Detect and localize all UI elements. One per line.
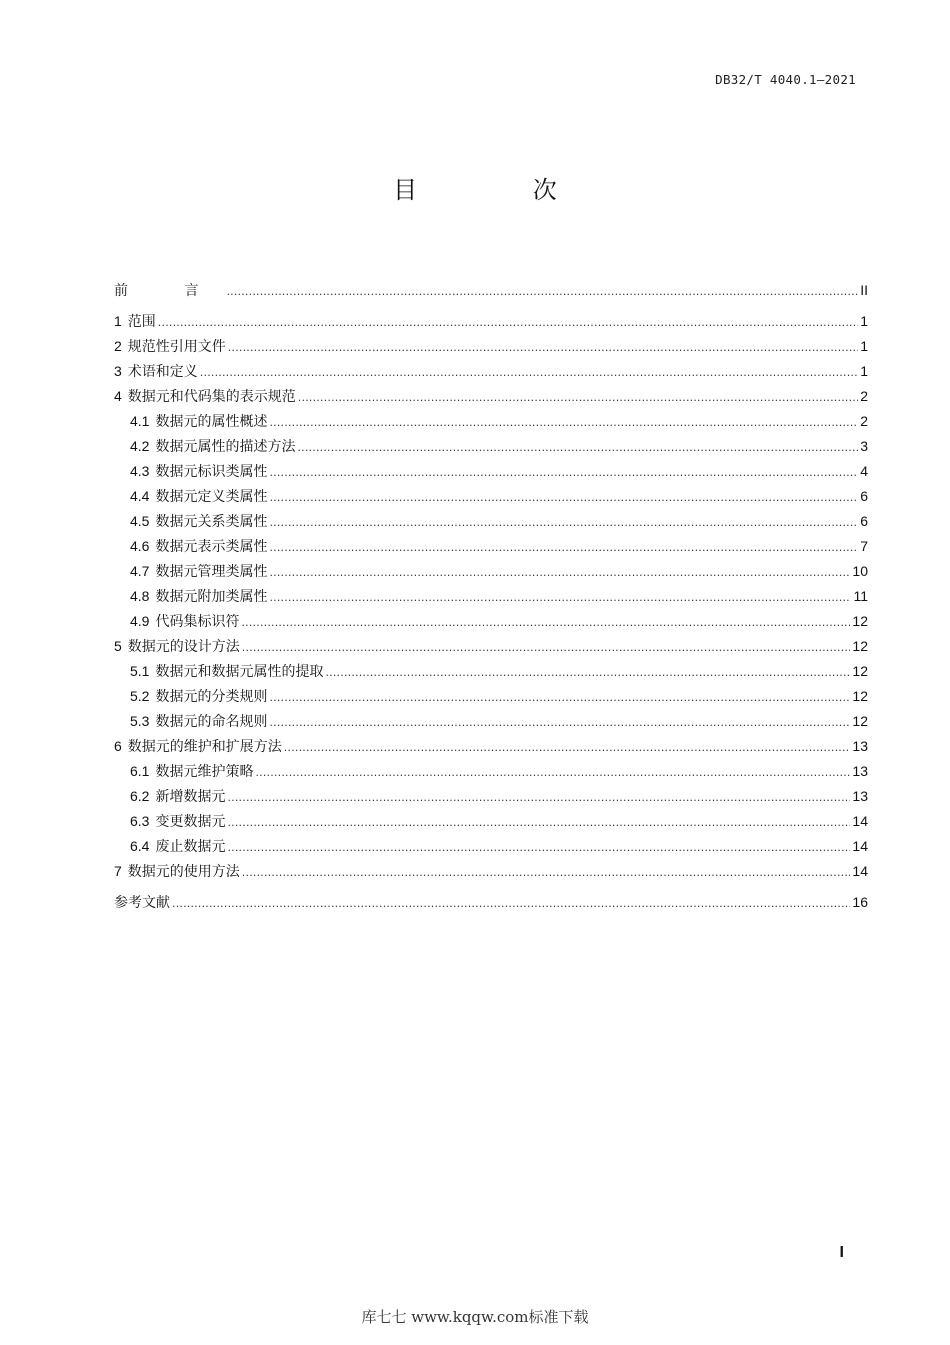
- toc-dot-leader: [227, 835, 850, 860]
- toc-dot-leader: [269, 485, 858, 510]
- toc-entry[interactable]: [114, 709, 868, 734]
- toc-entry-label: 数据元的属性概述: [155, 414, 268, 430]
- toc-entry-label: 数据元附加类属性: [155, 589, 268, 605]
- toc-entry-number: 4.9: [130, 613, 150, 629]
- toc-entry[interactable]: [114, 484, 868, 509]
- toc-dot-leader: [172, 891, 850, 916]
- document-code: DB32/T 4040.1—2021: [715, 72, 856, 87]
- page-number: I: [839, 1244, 844, 1261]
- toc-entry-label: 前 言: [114, 283, 225, 299]
- toc-dot-leader: [269, 510, 858, 535]
- toc-entry-number: 5: [114, 638, 122, 654]
- toc-entry[interactable]: [114, 859, 868, 884]
- toc-entry-page: 6: [860, 488, 868, 504]
- toc-entry-number: 6.4: [130, 838, 150, 854]
- toc-dot-leader: [200, 360, 858, 385]
- toc-entry[interactable]: [114, 384, 868, 409]
- toc-entry-number: 6.3: [130, 813, 150, 829]
- toc-entry-number: 5.3: [130, 713, 150, 729]
- toc-entry-number: 4.2: [130, 438, 150, 454]
- toc-entry-page: 12: [852, 688, 868, 704]
- toc-entry-label: 数据元管理类属性: [155, 564, 268, 580]
- toc-entry[interactable]: [114, 334, 868, 359]
- toc-entry-number: 5.2: [130, 688, 150, 704]
- toc-entry-number: 7: [114, 863, 122, 879]
- toc-entry[interactable]: [114, 890, 868, 915]
- toc-entry-number: 6.1: [130, 763, 150, 779]
- toc-entry-label: 数据元和数据元属性的提取: [155, 664, 324, 680]
- toc-entry[interactable]: [114, 359, 868, 384]
- toc-entry-label: 范围: [127, 314, 156, 330]
- toc-dot-leader: [298, 385, 858, 410]
- toc-entry[interactable]: [114, 584, 868, 609]
- toc-entry-number: 3: [114, 363, 122, 379]
- toc-entry-number: 4.7: [130, 563, 150, 579]
- toc-dot-leader: [242, 860, 851, 885]
- toc-entry-label: 新增数据元: [155, 789, 226, 805]
- toc-entry[interactable]: [114, 784, 868, 809]
- toc-entry[interactable]: [114, 809, 868, 834]
- toc-entry-page: 7: [860, 538, 868, 554]
- toc-entry-number: 4.8: [130, 588, 150, 604]
- table-of-contents: [114, 278, 868, 915]
- toc-entry-number: 4.1: [130, 413, 150, 429]
- toc-entry-number: 4.4: [130, 488, 150, 504]
- toc-entry-page: 10: [852, 563, 868, 579]
- toc-entry-label: 数据元的分类规则: [155, 689, 268, 705]
- toc-dot-leader: [269, 535, 858, 560]
- toc-entry-page: 13: [852, 788, 868, 804]
- toc-entry[interactable]: [114, 509, 868, 534]
- toc-entry-label: 规范性引用文件: [127, 339, 226, 355]
- toc-entry-number: 4.6: [130, 538, 150, 554]
- toc-entry-page: 2: [860, 388, 868, 404]
- toc-entry-page: 12: [852, 613, 868, 629]
- toc-entry-number: 1: [114, 313, 122, 329]
- toc-entry[interactable]: [114, 734, 868, 759]
- toc-entry-page: 1: [860, 313, 868, 329]
- toc-entry[interactable]: [114, 459, 868, 484]
- toc-entry-number: 6.2: [130, 788, 150, 804]
- toc-entry-page: 3: [860, 438, 868, 454]
- toc-dot-leader: [255, 760, 850, 785]
- toc-entry-page: 14: [852, 863, 868, 879]
- toc-entry-number: 2: [114, 338, 122, 354]
- toc-entry-page: 12: [852, 638, 868, 654]
- toc-entry-page: 14: [852, 838, 868, 854]
- toc-entry-number: 5.1: [130, 663, 150, 679]
- toc-entry-label: 数据元的命名规则: [155, 714, 268, 730]
- toc-entry-label: 术语和定义: [127, 364, 198, 380]
- toc-entry-page: 13: [852, 738, 868, 754]
- toc-entry-label: 数据元的使用方法: [127, 864, 240, 880]
- toc-entry[interactable]: [114, 684, 868, 709]
- toc-dot-leader: [269, 685, 850, 710]
- toc-entry-page: 12: [852, 663, 868, 679]
- toc-dot-leader: [269, 585, 851, 610]
- toc-dot-leader: [241, 610, 850, 635]
- toc-entry-page: 13: [852, 763, 868, 779]
- toc-dot-leader: [226, 279, 858, 304]
- toc-entry-label: 代码集标识符: [155, 614, 240, 630]
- toc-dot-leader: [228, 335, 858, 360]
- toc-entry-number: 6: [114, 738, 122, 754]
- toc-dot-leader: [269, 710, 850, 735]
- toc-entry-page: 1: [860, 363, 868, 379]
- toc-entry-label: 数据元标识类属性: [155, 464, 268, 480]
- toc-entry-label: 数据元的设计方法: [127, 639, 240, 655]
- toc-entry-label: 数据元属性的描述方法: [155, 439, 296, 455]
- toc-entry-page: 1: [860, 338, 868, 354]
- toc-dot-leader: [325, 660, 850, 685]
- toc-entry[interactable]: [114, 609, 868, 634]
- toc-entry-page: 6: [860, 513, 868, 529]
- toc-dot-leader: [227, 810, 850, 835]
- toc-entry[interactable]: [114, 278, 868, 303]
- toc-entry-label: 参考文献: [114, 895, 170, 911]
- toc-entry[interactable]: [114, 309, 868, 334]
- toc-entry[interactable]: [114, 434, 868, 459]
- toc-entry-label: 数据元维护策略: [155, 764, 254, 780]
- toc-dot-leader: [158, 310, 858, 335]
- watermark-text: 库七七 www.kqqw.com标准下载: [361, 1308, 589, 1326]
- toc-entry-page: 14: [852, 813, 868, 829]
- toc-entry-label: 数据元表示类属性: [155, 539, 268, 555]
- toc-entry[interactable]: [114, 759, 868, 784]
- toc-entry[interactable]: [114, 659, 868, 684]
- toc-entry-page: 16: [852, 894, 868, 910]
- toc-entry[interactable]: [114, 534, 868, 559]
- toc-entry-label: 变更数据元: [155, 814, 226, 830]
- toc-entry-page: 11: [853, 588, 868, 604]
- toc-entry-number: 4: [114, 388, 122, 404]
- toc-entry-label: 数据元的维护和扩展方法: [127, 739, 282, 755]
- toc-entry[interactable]: [114, 409, 868, 434]
- toc-dot-leader: [269, 460, 858, 485]
- toc-entry-label: 废止数据元: [155, 839, 226, 855]
- toc-dot-leader: [227, 785, 850, 810]
- page-title: 目 次: [393, 176, 611, 204]
- toc-dot-leader: [269, 410, 858, 435]
- toc-dot-leader: [284, 735, 851, 760]
- toc-entry[interactable]: [114, 834, 868, 859]
- toc-entry-page: 4: [860, 463, 868, 479]
- toc-dot-leader: [297, 435, 858, 460]
- toc-entry-page: 2: [860, 413, 868, 429]
- toc-entry-number: 4.5: [130, 513, 150, 529]
- toc-entry[interactable]: [114, 559, 868, 584]
- toc-entry-page: II: [860, 282, 868, 298]
- toc-entry-number: 4.3: [130, 463, 150, 479]
- toc-entry-label: 数据元定义类属性: [155, 489, 268, 505]
- toc-dot-leader: [269, 560, 850, 585]
- toc-entry[interactable]: [114, 634, 868, 659]
- toc-entry-page: 12: [852, 713, 868, 729]
- toc-dot-leader: [242, 635, 851, 660]
- toc-entry-label: 数据元关系类属性: [155, 514, 268, 530]
- toc-entry-label: 数据元和代码集的表示规范: [127, 389, 296, 405]
